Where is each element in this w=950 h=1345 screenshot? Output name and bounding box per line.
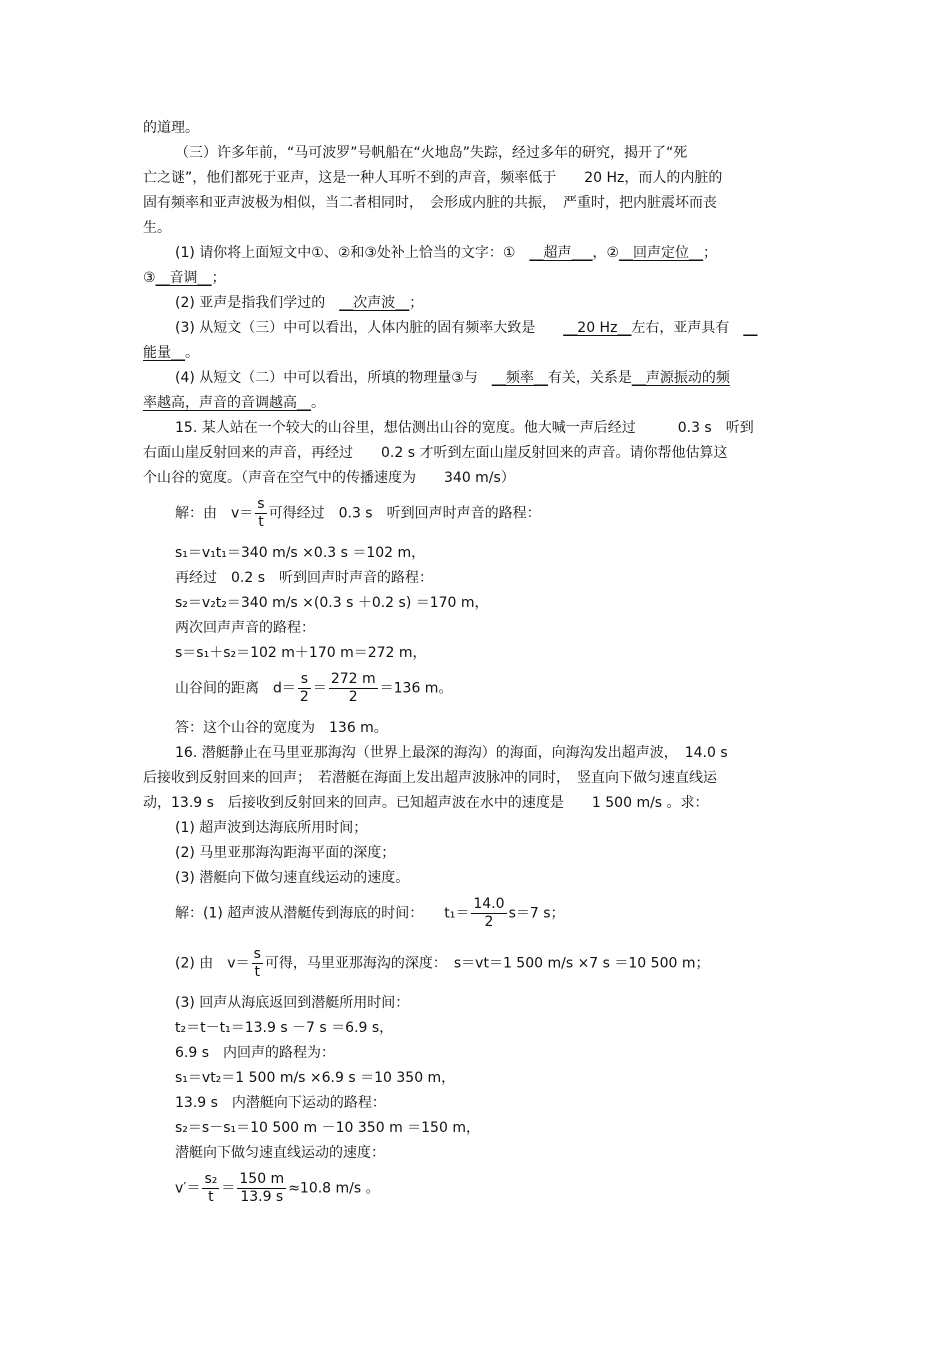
solution-line: 再经过 0.2 s 听到回声时声音的路程：	[175, 570, 434, 586]
solution-line: s₁＝vt₂＝1 500 m/s ×6.9 s ＝10 350 m，	[175, 1070, 456, 1086]
solution-line: s＝s₁＋s₂＝102 m＋170 m＝272 m，	[175, 645, 427, 661]
problem-text: 动，13.9 s 后接收到反射回来的回声。已知超声波在水中的速度是 1 500 m/s 。求：	[143, 795, 709, 811]
text-line: 亡之谜”，他们都死于亚声，这是一种人耳听不到的声音，频率低于 20 Hz，而人的内脏的	[143, 170, 723, 186]
solution-line: s₂＝s－s₁＝10 500 m －10 350 m ＝150 m，	[175, 1120, 480, 1136]
solution-line: 答：这个山谷的宽度为 136 m。	[175, 720, 388, 736]
solution-line: 6.9 s 内回声的路程为：	[175, 1045, 336, 1061]
question-line: (4) 从短文（二）中可以看出，所填的物理量③与 __频率__有关，关系是__声源振动的频	[175, 370, 730, 386]
problem-text: (3) 潜艇向下做匀速直线运动的速度。	[175, 870, 410, 886]
fraction: $\frac{s}{t}$	[253, 946, 261, 980]
solution-line: 山谷间的距离 d＝ $\frac{s}{2}$ ＝ $\frac{272 m}{2}$ ＝136 m。	[175, 671, 453, 705]
solution-line: 解：(1) 超声波从潜艇传到海底的时间： t₁＝ $\frac{14.0}{2}$ s＝7 s；	[175, 896, 565, 930]
answer: __20 Hz__	[563, 320, 632, 336]
solution-line: s₂＝v₂t₂＝340 m/s ×(0.3 s ＋0.2 s) ＝170 m，	[175, 595, 489, 611]
question-line: ③__音调__；	[143, 270, 226, 286]
text-line: （三）许多年前，“马可波罗”号帆船在“火地岛”失踪，经过多年的研究，揭开了“死	[175, 145, 688, 161]
solution-line: 13.9 s 内潜艇向下运动的路程：	[175, 1095, 386, 1111]
problem-text: 16. 潜艇静止在马里亚那海沟（世界上最深的海沟）的海面，向海沟发出超声波， 14.0 s	[175, 745, 728, 761]
problem-text: (2) 马里亚那海沟距海平面的深度；	[175, 845, 396, 861]
answer-3: __音调__	[155, 270, 212, 286]
question-line: (2) 亚声是指我们学过的 __次声波__；	[175, 295, 424, 311]
problem-text: 个山谷的宽度。（声音在空气中的传播速度为 340 m/s）	[143, 470, 515, 486]
answer-1: __超声___	[529, 245, 593, 261]
answer: __次声波__	[339, 295, 410, 311]
answer-2: __回声定位__	[619, 245, 704, 261]
answer: __声源振动的频	[631, 370, 730, 386]
solution-line: 潜艇向下做匀速直线运动的速度：	[175, 1145, 385, 1161]
solution-line: 解：由 v＝ $\frac{s}{t}$ 可得经过 0.3 s 听到回声时声音的路程：	[175, 496, 541, 530]
solution-line: t₂＝t－t₁＝13.9 s －7 s ＝6.9 s，	[175, 1020, 394, 1036]
question-line: 率越高，声音的音调越高__。	[143, 395, 325, 411]
problem-text: (1) 超声波到达海底所用时间；	[175, 820, 368, 836]
answer: 率越高，声音的音调越高__	[143, 395, 311, 411]
fraction: $\frac{150 m}{13.9 s}$	[239, 1171, 285, 1205]
solution-line: 两次回声声音的路程：	[175, 620, 315, 636]
text-line: 生。	[143, 220, 171, 236]
text-line: 固有频率和亚声波极为相似，当二者相同时， 会形成内脏的共振， 严重时，把内脏震坏而丧	[143, 195, 717, 211]
solution-line: (3) 回声从海底返回到潜艇所用时间：	[175, 995, 410, 1011]
fraction: $\frac{14.0}{2}$	[473, 896, 505, 930]
fraction: $\frac{272 m}{2}$	[330, 671, 376, 705]
solution-line: v′＝ $\frac{\text{s₂}}{t}$ ＝ $\frac{150 m}{13.9 s}$ ≈10.8 m/s 。	[175, 1171, 380, 1205]
solution-line: s₁＝v₁t₁＝340 m/s ×0.3 s ＝102 m，	[175, 545, 426, 561]
solution-line: (2) 由 v＝ $\frac{s}{t}$ 可得，马里亚那海沟的深度： s＝vt＝1 500 m/s ×7 s ＝10 500 m；	[175, 946, 710, 980]
problem-text: 后接收到反射回来的回声； 若潜艇在海面上发出超声波脉冲的同时， 竖直向下做匀速直线运	[143, 770, 717, 786]
problem-text: 右面山崖反射回来的声音，再经过 0.2 s 才听到左面山崖反射回来的声音。请你帮他估算这	[143, 445, 728, 461]
fraction: $\frac{s}{t}$	[257, 496, 265, 530]
question-line: 能量__。	[143, 345, 199, 361]
answer: 能量__	[143, 345, 185, 361]
answer: __频率__	[491, 370, 548, 386]
fraction: $\frac{s}{2}$	[299, 671, 309, 705]
question-line: (3) 从短文（三）中可以看出，人体内脏的固有频率大致是 __20 Hz__左右，亚声具有 __	[175, 320, 758, 336]
fraction: $\frac{\text{s₂}}{t}$	[204, 1171, 218, 1205]
text-line: 的道理。	[143, 120, 199, 136]
problem-text: 15. 某人站在一个较大的山谷里，想估测出山谷的宽度。他大喊一声后经过 0.3 s 听到	[175, 420, 754, 436]
question-line: (1) 请你将上面短文中①、②和③处补上恰当的文字：① __超声___，②__回声定位__；	[175, 245, 718, 261]
